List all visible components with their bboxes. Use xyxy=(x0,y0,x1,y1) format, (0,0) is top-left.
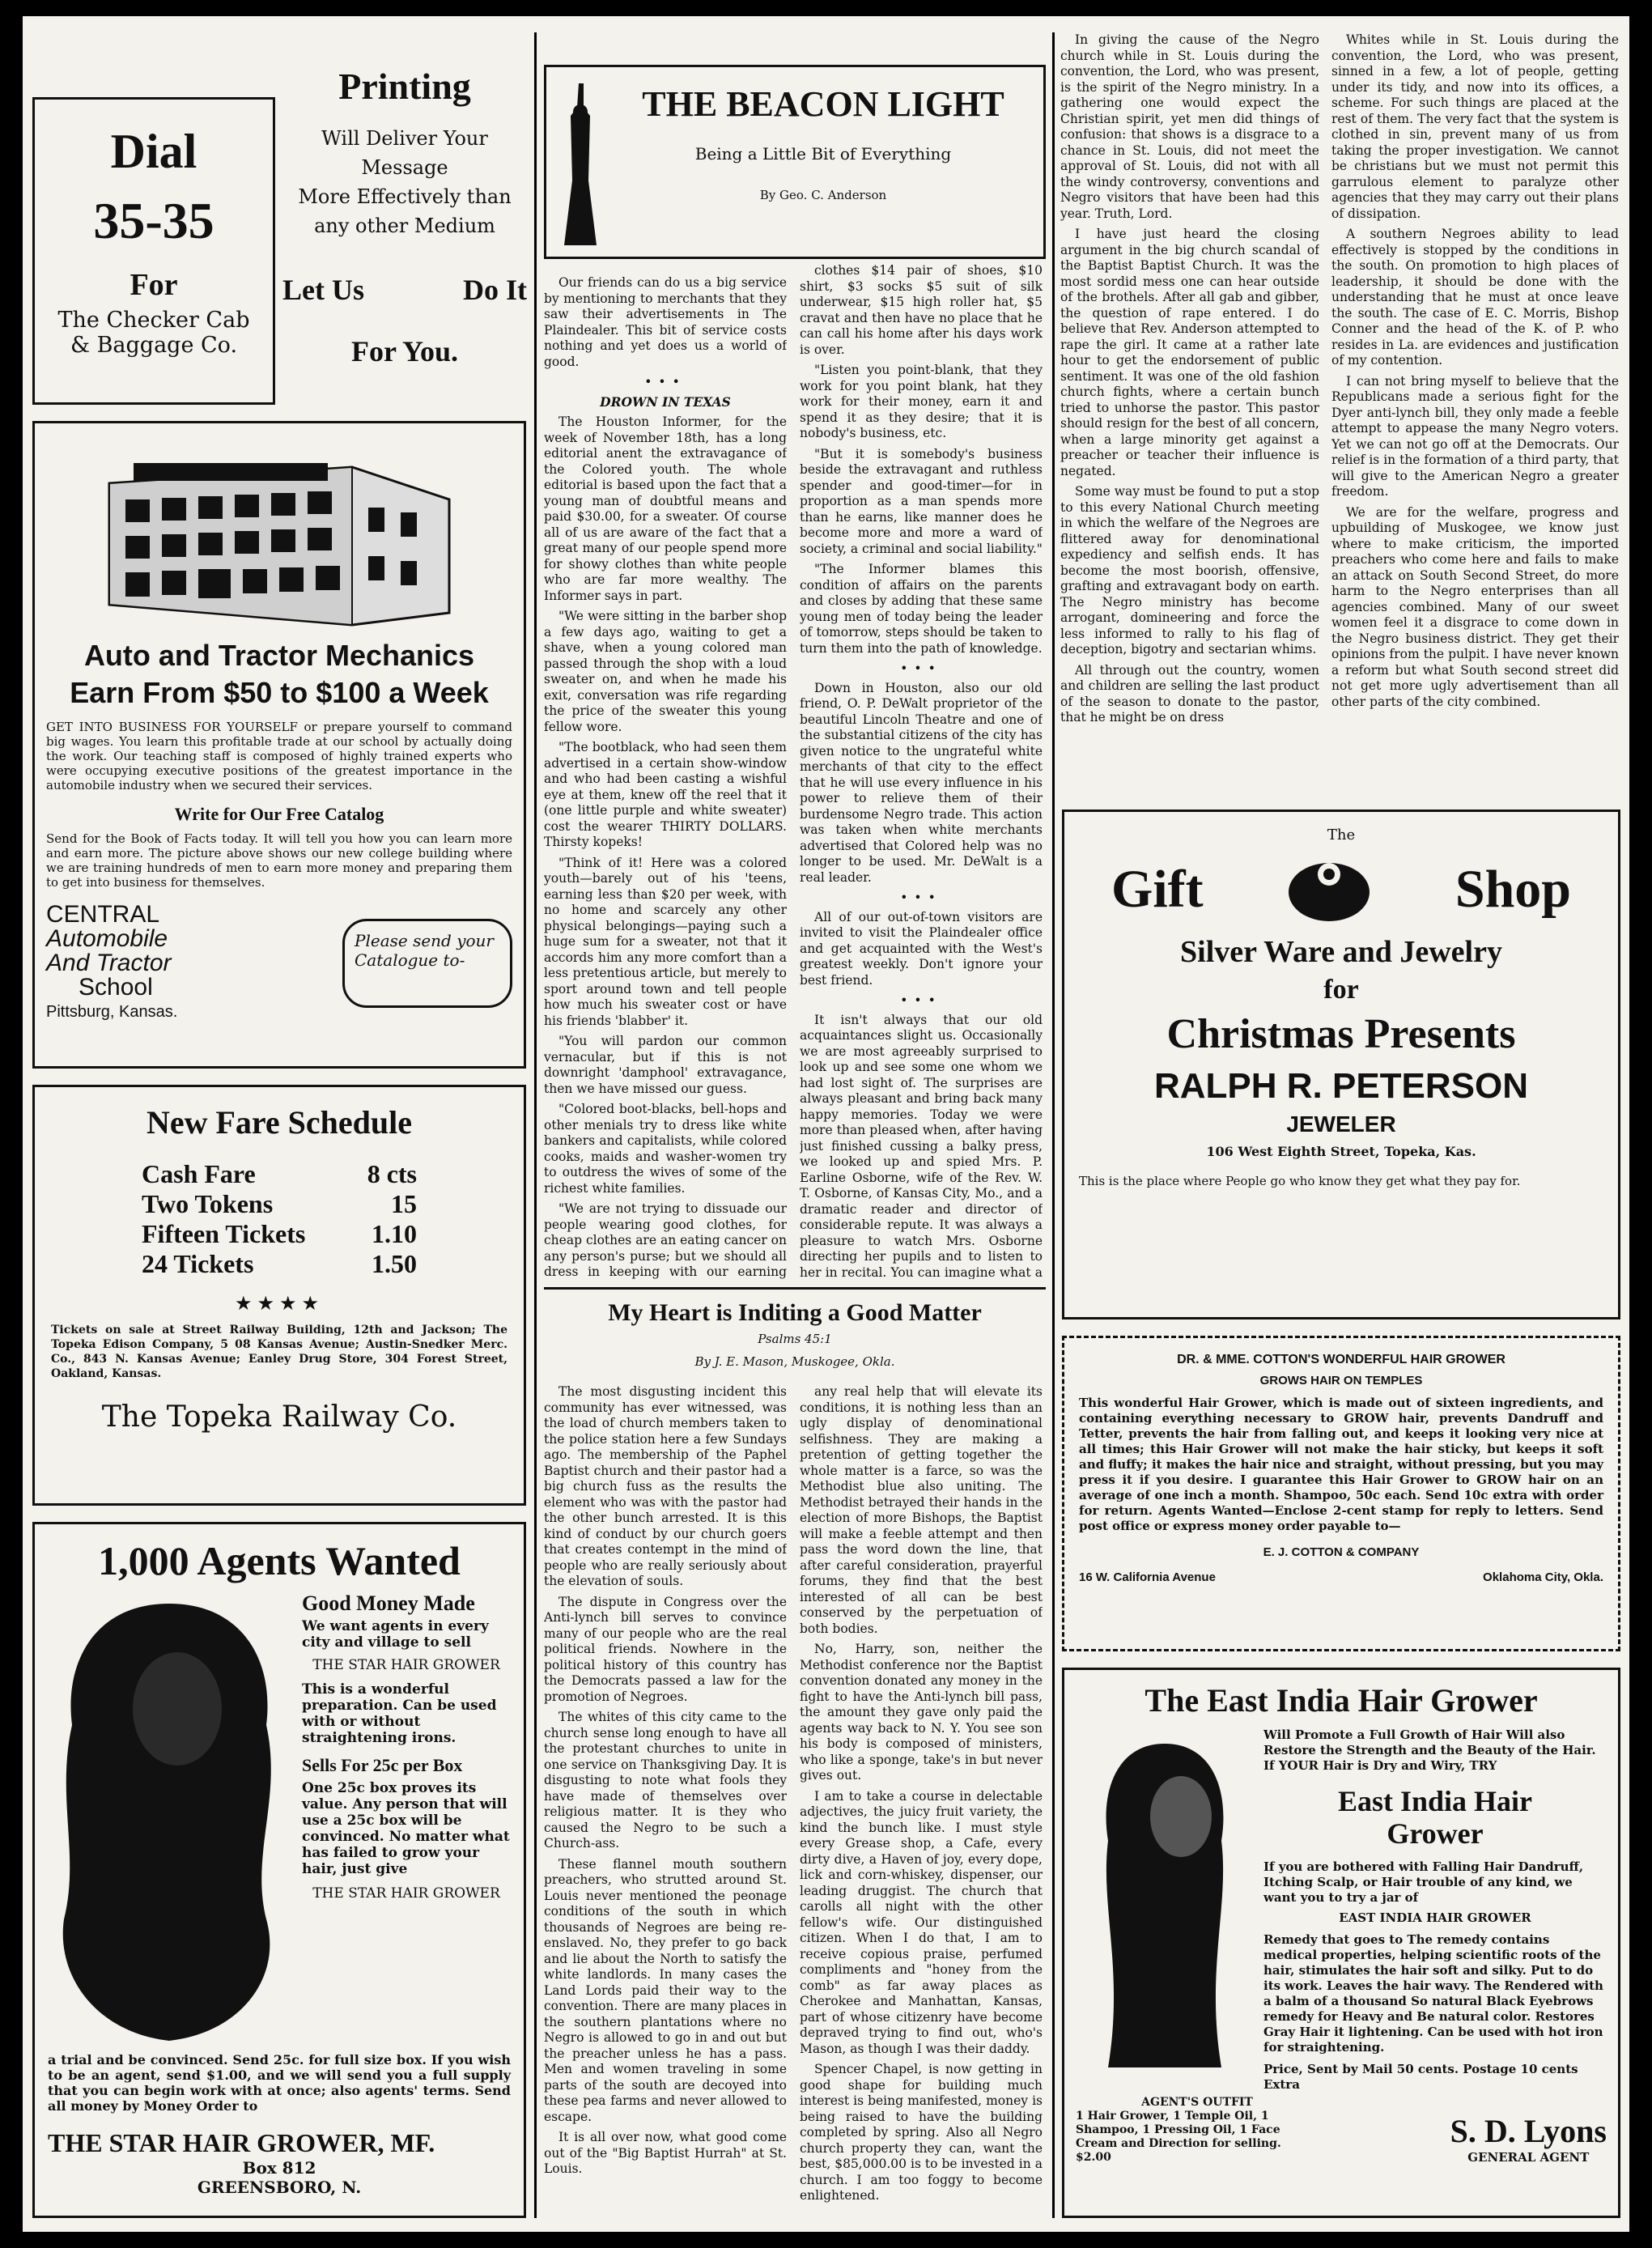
woman-silhouette-illustration xyxy=(48,1596,291,2049)
beacon-paragraph: "The bootblack, who had seen them advertised in a certain show-window and who had been casting a wishful eye at them, knew off the reel that it (one little purple and white sweater) cost the wearer THIRTY DOLLARS. Thirsty kopeks! xyxy=(544,740,787,849)
let-us-text: Let Us xyxy=(282,274,364,306)
column-rule xyxy=(534,32,537,2218)
auto-school-ad xyxy=(32,421,526,1069)
beacon-paragraph: clothes $14 pair of shoes, $10 shirt, $3 socks $5 suit of silk underwear, $15 high roller hat, $5 cravat and then have no place that he can call his home after his days work is over. xyxy=(800,263,1043,357)
fare-row xyxy=(142,1159,417,1189)
agents-line4: a trial and be convinced. Send 25c. for full size box. If you wish to be an agent, send $1.00, and we will send you a full supply that you can begin work with at once; also agents' terms. Send all money by Money Order to xyxy=(48,2052,511,2114)
heart-title: My Heart is Inditing a Good Matter xyxy=(608,1299,982,1326)
bottom-page-edge xyxy=(0,2232,1652,2248)
beacon-paragraph: "We were sitting in the barber shop a few days ago, waiting to get a shave, when a young colored man passed through the shop with a loud sweater on, and when he made his exit, conversation was rife regarding the price of the sweater this young fellow wore. xyxy=(544,609,787,734)
fare-table xyxy=(142,1159,417,1279)
gift-the: The xyxy=(1327,827,1356,844)
catalog-coupon[interactable] xyxy=(342,919,512,1008)
fare-row-label: Two Tokens xyxy=(142,1189,274,1218)
school-name-block xyxy=(46,903,177,1024)
agent-name: S. D. Lyons xyxy=(1450,2113,1607,2149)
jeweler-name: RALPH R. PETERSON xyxy=(1153,1066,1529,1106)
printing-title: Printing xyxy=(338,66,471,107)
east-india-name2: Grower xyxy=(1387,1817,1484,1850)
fare-row-label: Fifteen Tickets xyxy=(142,1219,306,1248)
east-india-name1: East India Hair xyxy=(1337,1785,1533,1817)
agents-subtitle: Good Money Made xyxy=(302,1591,475,1615)
phone-number: 35-35 xyxy=(93,192,214,249)
right-paragraph: A southern Negroes ability to lead effectively is stopped by the conditions in the south. On promotion to high places of leadership, it should be done with the understanding that he must at once leave the south. The case of E. C. Morris, Bishop Conner and the head of the K. of P. who resides in La. are evidences and justification of my contention. xyxy=(1331,227,1619,368)
beacon-paragraph: All of our out-of-town visitors are invited to visit the Plaindealer office and get acquainted with the West's greatest weekly. Don't ignore your best friend. xyxy=(800,909,1043,988)
agents-line2: This is a wonderful preparation. Can be used with or without straightening irons. xyxy=(302,1681,497,1746)
cotton-subtitle: GROWS HAIR ON TEMPLES xyxy=(1259,1374,1423,1387)
woman-portrait-illustration xyxy=(1076,1727,1254,2076)
section-dots: ••• xyxy=(900,661,942,676)
cotton-street: 16 W. California Avenue xyxy=(1079,1570,1216,1584)
gift-line2: Christmas Presents xyxy=(1166,1011,1516,1057)
agents-box: Box 812 xyxy=(242,2158,316,2178)
beacon-paragraph: "You will pardon our common vernacular, but if this is not downright 'damphool' extravagance, then we have missed our guess. xyxy=(544,1034,787,1096)
beacon-paragraph: "Think of it! Here was a colored youth—barely out of his 'teens, earning less than $20 per week, with no home and scarcely any other physical belongings—paying such a huge sum for a sweater, not that it accords him any more comfort than a less pretentious article, but merely to sport around town and tell people how much his sweater cost or have his friends 'blabber' it. xyxy=(544,855,787,1028)
cotton-body: This wonderful Hair Grower, which is made out of sixteen ingredients, and containing everything necessary to GROW hair, prevents Dandruff and Tetter, prevents the hair from falling out, and keeps it looking very nice at all times; this Hair Grower will not make the hair sticky, but keeps it soft and fluffy; it makes the hair nice and straight, without pressing, but you may press it if you desire. I guarantee this Hair Grower to GROW hair on an average of one inch a month. Shampoo, 50c each. Send 10c extra with order for return. Agents Wanted—Enclose 2-cent stamp for reply to letters. Send post office or express money order payable to— xyxy=(1079,1396,1603,1533)
beacon-title: THE BEACON LIGHT xyxy=(642,84,1004,124)
printing-line3: More Effectively than xyxy=(298,185,512,208)
outfit-body: 1 Hair Grower, 1 Temple Oil, 1 Shampoo, 1 Pressing Oil, 1 Face Cream and Direction for selling. $2.00 xyxy=(1076,2110,1281,2164)
cotton-city: Oklahoma City, Okla. xyxy=(1483,1570,1603,1584)
heart-paragraph: These flannel mouth southern preachers, who strutted around St. Louis never mentioned the peonage conditions of the south in which thousands of Negroes are being re-enslaved. No, they prefer to go back and lie about the North to satisfy the white landlords. In many cases the Land Lords paid their way to the convention. There are many places in the southern plantations where no Negro is allowed to go in and out but the preacher unless he has a pass. Men and women traveling in some parts of the south are decoyed into these pea farms and never allowed to escape. xyxy=(544,1856,787,2124)
right-paragraph: Whites while in St. Louis during the convention, the Lord, who was present, sinned in a few, a lot of people, getting under its tidy, and now into its offices, a scheme. For such things are placed at the rest of them. The very fact that the system is clothed in sin, prevent many of us from taking the proper investigation. We cannot be christians but we must not permit this garrulous element to paralyze other agencies that they may carry out their plans of dissipation. xyxy=(1331,32,1619,221)
beacon-column-2 xyxy=(800,263,1043,1279)
gift-shop-ad xyxy=(1062,810,1620,1319)
east-india-title: The East India Hair Grower xyxy=(1145,1682,1538,1719)
fare-schedule-ad xyxy=(32,1085,526,1506)
right-paragraph: We are for the welfare, progress and upbuilding of Muskogee, we know just where to make criticism, the imported preachers who come here and fails to make an attack on South Second Street, do more harm to the Negro enterprises than all agencies combined. Many of our sweet women feel it a disgrace to come down in the Negro business district. They get their opinions from the pulpit. I have never known a reform but what South second street did not get more ugly advertisement than all other parts of the city combined. xyxy=(1331,504,1619,709)
beacon-paragraph: Our friends can do us a big service by mentioning to merchants that they saw their advertisements in The Plaindealer. This bit of service costs nothing and yet does us a world of good. xyxy=(544,275,787,369)
fare-row-label: 24 Tickets xyxy=(142,1249,254,1278)
coupon-line2: Catalogue to- xyxy=(355,950,465,970)
fare-row-value: 1.50 xyxy=(372,1249,417,1278)
for-label: For xyxy=(130,268,178,302)
east-india-intro: Will Promote a Full Growth of Hair Will also Restore the Strength and the Beauty of the Hair. If YOUR Hair is Dry and Wiry, TRY xyxy=(1263,1727,1596,1773)
beacon-subheading: DROWN IN TEXAS xyxy=(600,393,731,410)
agents-city: GREENSBORO, N. xyxy=(197,2178,362,2197)
beacon-paragraph: "We are not trying to dissuade our people wearing good clothes, for cheap clothes are an eating cancer on any person's purse; but we should all dress in keeping with our earning xyxy=(544,1201,787,1279)
shop-word: Shop xyxy=(1455,860,1571,919)
right-page-edge xyxy=(1629,0,1652,2248)
heart-paragraph: No, Harry, son, neither the Methodist conference nor the Baptist convention donated any money in the fight to have the Anti-lynch bill pass, the amount they gave only paid the agents way back to N. Y. You see son his body is composed of ministers, who like a sponge, take's in but never gives out. xyxy=(800,1642,1043,1783)
heart-column-2 xyxy=(800,1384,1043,2226)
gift-line1: Silver Ware and Jewelry xyxy=(1180,935,1502,969)
fare-row xyxy=(142,1219,417,1249)
gift-word: Gift xyxy=(1111,860,1204,919)
agent-role: GENERAL AGENT xyxy=(1467,2150,1590,2165)
beacon-paragraph: "But it is somebody's business beside the extravagant and ruthless spender and good-timer—for in proportion as a man spends more than he earns, like manner does he become more and more a ward of society, a criminal and social liability." xyxy=(800,446,1043,556)
heart-paragraph: The dispute in Congress over the Anti-lynch bill serves to convince many of our people who are the real political friends. Nowhere in the political history of this country has the Democrats passed a law for the promotion of Negroes. xyxy=(544,1594,787,1704)
beacon-byline: By Geo. C. Anderson xyxy=(759,188,887,202)
jeweler-address: 106 West Eighth Street, Topeka, Kas. xyxy=(1206,1144,1476,1159)
agents-title: 1,000 Agents Wanted xyxy=(98,1538,461,1583)
agents-line3: One 25c box proves its value. Any person that will use a 25c box will be convinced. No matter what has failed to grow your hair, just give xyxy=(302,1780,510,1877)
company-line1: The Checker Cab xyxy=(57,308,250,333)
stars-ornament: ★★★★ xyxy=(234,1292,325,1315)
do-it-text: Do It xyxy=(463,274,527,306)
east-india-hair-grower-ad xyxy=(1062,1668,1620,2218)
school-name3: And Tractor xyxy=(46,950,172,976)
agents-product2: THE STAR HAIR GROWER xyxy=(312,1885,500,1902)
heart-column-1 xyxy=(544,1384,787,2226)
agents-product1: THE STAR HAIR GROWER xyxy=(312,1657,500,1673)
heart-paragraph: The most disgusting incident this community has ever witnessed, was the load of church members taken to the police station here a few Sundays ago. The membership of the Paphel Baptist church and their pastor had a big church fuss as the results the element who was with the pastor had the other bunch arrested. It is this kind of conduct by our church goers that creates contempt in the mind of people who are really seriously about the elevation of souls. xyxy=(544,1384,787,1588)
jewelry-box-icon xyxy=(1285,852,1374,928)
right-paragraph: All through out the country, women and children are selling the last product of the season to donate to the pastor, that he might be on dress xyxy=(1060,662,1319,725)
east-india-product: EAST INDIA HAIR GROWER xyxy=(1339,1910,1531,1925)
school-name2: Automobile xyxy=(46,925,168,952)
column-rule xyxy=(1052,32,1055,2218)
heart-paragraph: The whites of this city came to the church sense long enough to have all the protestant churches to unite in one service on Thanksgiving Day. It is disgusting to note what fools they have made of themselves over religious matter. It is they who caused the Negro to be such a Church-ass. xyxy=(544,1710,787,1851)
heart-byline: By J. E. Mason, Muskogee, Okla. xyxy=(694,1354,895,1369)
fare-row xyxy=(142,1249,417,1279)
company-line2: & Baggage Co. xyxy=(70,333,238,358)
statue-of-liberty-icon xyxy=(556,83,605,253)
beacon-light-header xyxy=(544,65,1046,259)
printing-line4: any other Medium xyxy=(314,215,495,237)
school-name4: School xyxy=(79,974,153,1001)
right-column-1 xyxy=(1060,32,1319,777)
beacon-subtitle: Being a Little Bit of Everything xyxy=(694,144,952,164)
printing-line1: Will Deliver Your xyxy=(321,127,488,150)
school-headline1: Auto and Tractor Mechanics xyxy=(83,639,475,672)
fare-row-value: 1.10 xyxy=(372,1219,417,1248)
right-paragraph: I have just heard the closing argument in the big church scandal of the Baptist Baptist Church. It was the most sordid mess one can hear outside of the brothels. After all gab and gibber, the question of rape entered. I do believe that Rev. Anderson attempted to rape the girl. It came at a rather late hour to get the endorsement of public sentiment. It was one of the old fashion church fights, where a certain bunch tried to unhorse the pastor. This pastor should resign for the best of all concern, when a large minority get against a preacher or teacher their influence is negated. xyxy=(1060,227,1319,478)
east-india-price: Price, Sent by Mail 50 cents. Postage 10 cents Extra xyxy=(1263,2062,1578,2092)
school-building-illustration xyxy=(85,435,474,629)
beacon-column-1 xyxy=(544,275,787,1279)
fare-fine-print: Tickets on sale at Street Railway Building, 12th and Jackson; The Topeka Edison Company, 5 08 Kansas Avenue; Austin-Snedker Merc. Co., 843 N. Kansas Avenue; Eanley Drug Store, 304 Forest Street, Oakland, Kansas. xyxy=(51,1324,507,1380)
east-india-line1: If you are bothered with Falling Hair Dandruff, Itching Scalp, or Hair trouble of any kind, we want you to try a jar of xyxy=(1263,1859,1584,1905)
top-page-edge xyxy=(0,0,1652,16)
beacon-paragraph: "The Informer blames this condition of affairs on the parents and closes by adding that these same young men of today being the leader of tomorrow, steps should be taken to turn them into the path of knowledge. xyxy=(800,562,1043,656)
catalog-heading: Write for Our Free Catalog xyxy=(174,804,384,824)
agents-line1: We want agents in every city and village to sell xyxy=(302,1618,489,1651)
section-dots: ••• xyxy=(900,993,942,1008)
heart-paragraph: I am to take a course in delectable adjectives, the juicy fruit variety, the kind the bunch like. I must style every Grease shop, a Cafe, every dirty dive, a Haven of joy, every dope, lick and corn-whiskey, dispenser, our leading druggist. The church that carolls all night with the other fellow's wife. Our distinguished citizen. When I do that, I am to receive copious praise, perfumed compliments and "honey from the comb" as far away places as Cherokee and Manhattan, Kansas, part of whose citizenry have become depraved trying to find out, who's Mason, as though I was their daddy. xyxy=(800,1788,1043,2056)
jeweler-tagline: This is the place where People go who know they get what they pay for. xyxy=(1079,1174,1521,1188)
cotton-hair-grower-ad xyxy=(1062,1336,1620,1651)
printing-line2: Message xyxy=(361,156,448,179)
fare-title: New Fare Schedule xyxy=(146,1104,413,1141)
section-dots: ••• xyxy=(900,890,942,905)
school-body: GET INTO BUSINESS FOR YOURSELF or prepare yourself to command big wages. You learn this profitable trade at our school by actually doing the work. Our teaching staff is composed of highly trained experts who were occupying executive positions of the greatest importance in the automobile industry when we secured their services. xyxy=(46,720,512,793)
outfit-heading: AGENT'S OUTFIT xyxy=(1141,2096,1253,2109)
agents-company: THE STAR HAIR GROWER, MF. xyxy=(48,2128,435,2157)
school-name1: CENTRAL xyxy=(46,901,160,928)
coupon-line1: Please send your xyxy=(355,931,494,950)
school-city: Pittsburg, Kansas. xyxy=(46,1003,178,1021)
beacon-paragraph: "Colored boot-blacks, bell-hops and other menials try to dress like white bankers and capitalists, while colored cooks, maids and washer-women try to outdress the wives of some of the richest white families. xyxy=(544,1102,787,1196)
gift-for: for xyxy=(1323,975,1359,1005)
fare-row xyxy=(142,1189,417,1219)
beacon-paragraph: "Listen you point-blank, that they work for you point blank, hat they work for their money, earn it and spend it as they desire; that it is nobody's business, etc. xyxy=(800,363,1043,440)
fare-row-value: 8 cts xyxy=(367,1159,417,1188)
left-page-edge xyxy=(0,0,23,2248)
cotton-company: E. J. COTTON & COMPANY xyxy=(1263,1545,1420,1559)
jeweler-role: JEWELER xyxy=(1286,1111,1396,1137)
railway-company: The Topeka Railway Co. xyxy=(101,1400,457,1434)
right-paragraph: I can not bring myself to believe that the Republicans made a serious fight for the Dyer anti-lynch bill, they only made a feeble attempt to appease the many Negro voters. Yet we can not go off at the Democrats. Our relief is in the formation of a third party, that will give to the American Negro a greater freedom. xyxy=(1331,373,1619,499)
heart-paragraph: It is all over now, what good come out of the "Big Baptist Hurrah" at St. Louis. xyxy=(544,2130,787,2176)
for-you-text: For You. xyxy=(350,335,458,368)
dial-label: Dial xyxy=(110,125,197,178)
agents-wanted-ad xyxy=(32,1522,526,2218)
heart-paragraph: any real help that will elevate its conditions, it is nothing less than an ugly display of denominational selfishness. They are making a pretention of getting together the whole matter is a farce, so was the Methodist blue also uniting. The Methodist betrayed their hands in the election of more Bishops, the Baptist will make a feeble attempt and then pass the word down the line, that after careful consideration, prayerful forums, they find that the best interested of all can be best conserved by the perpetuation of both bodies. xyxy=(800,1384,1043,1636)
section-dots: ••• xyxy=(644,375,686,389)
heart-article-header xyxy=(544,1287,1046,1376)
printing-ad xyxy=(279,65,530,405)
school-headline2: Earn From $50 to $100 a Week xyxy=(70,676,489,709)
catalog-body: Send for the Book of Facts today. It will tell you how you can learn more and earn more. The picture above shows our new college building where we are training hundreds of men to earn more money and preparing them to get into business for themselves. xyxy=(46,831,512,890)
fare-row-label: Cash Fare xyxy=(142,1159,256,1188)
heart-reference: Psalms 45:1 xyxy=(758,1332,832,1346)
right-paragraph: In giving the cause of the Negro church while in St. Louis during the convention, the Lord, who was present, is the spirit of the Negro ministry. In a gathering one would expect the Christian spirit, yet men did things of confusion: that shows is a disgrace to a chance in St. Louis, did not meet the approval of St. Louis, did not with all the windy controversy, conventions and Negro visitors that have been had this year. Truth, Lord. xyxy=(1060,32,1319,221)
right-paragraph: Some way must be found to put a stop to this every National Church meeting in which the welfare of the Negroes are flittered away for denominational expediency and selfish ends. It has become the most boorish, offensive, grafting and extravagant body on earth. The Negro ministry has become arrogant, domineering and force the less informed to rally to his flag of deception, bigotry and sectarian whims. xyxy=(1060,484,1319,657)
agents-price: Sells For 25c per Box xyxy=(302,1755,463,1775)
east-india-line2: Remedy that goes to The remedy contains medical properties, helping scientific roots of the hair, stimulates the hair soft and silky. Put to do its work. Leaves the hair wavy. The Rendered with a balm of a thousand So natural Black Eyebrows remedy for Heavy and Be natural color. Restores Gray Hair it lightening. Can be used with hot iron for straightening. xyxy=(1263,1932,1603,2055)
beacon-paragraph: The Houston Informer, for the week of November 18th, has a long editorial anent the extravagance of the Colored youth. The whole editorial is based upon the fact that a young man of doubtful means and paid $30.00, for a sweater. Of course all of us are aware of the fact that a great many of our people spend more for showy clothes than white people who are far more wealthy. The Informer says in part. xyxy=(544,414,787,603)
fare-row-value: 15 xyxy=(391,1189,417,1218)
cotton-title: DR. & MME. COTTON'S WONDERFUL HAIR GROWER xyxy=(1177,1353,1505,1366)
checker-cab-ad xyxy=(32,97,275,405)
right-column-2 xyxy=(1331,32,1619,777)
beacon-paragraph: It isn't always that our old acquaintances slight us. Occasionally we are most agreeably surprised to look up and see some one whom we had lost sight of. The surprises are always pleasant and bring back many happy memories. Today we were more than pleased when, after having just finished cussing a balky press, we looked up and spied Mrs. P. Earline Osborne, wife of the Rev. W. T. Osborne, of Kansas City, Mo., and a dramatic reader and director of considerable repute. It was always a pleasure to watch Mrs. Osborne directing her pupils and to listen to her in recital. You can imagine what a xyxy=(800,1012,1043,1279)
beacon-paragraph: Down in Houston, also our old friend, O. P. DeWalt proprietor of the beautiful Lincoln Theatre and one of the substantial citizens of the city has given notice to the ungrateful white merchants of that city to the effect that he will use every influence in his power to relieve them of their burdensome Negro trade. This action was taken when white merchants advertised that Colored help was no longer to be used. Mr. DeWalt is a real leader. xyxy=(800,680,1043,885)
heart-paragraph: Spencer Chapel, is now getting in good shape for building much interest is being manifested, money is being raised to have the building completed by spring. Also all Negro church property they can, want the best, $85,000.00 is to be invested in a church. I am too foggy to become enlightened. xyxy=(800,2062,1043,2203)
